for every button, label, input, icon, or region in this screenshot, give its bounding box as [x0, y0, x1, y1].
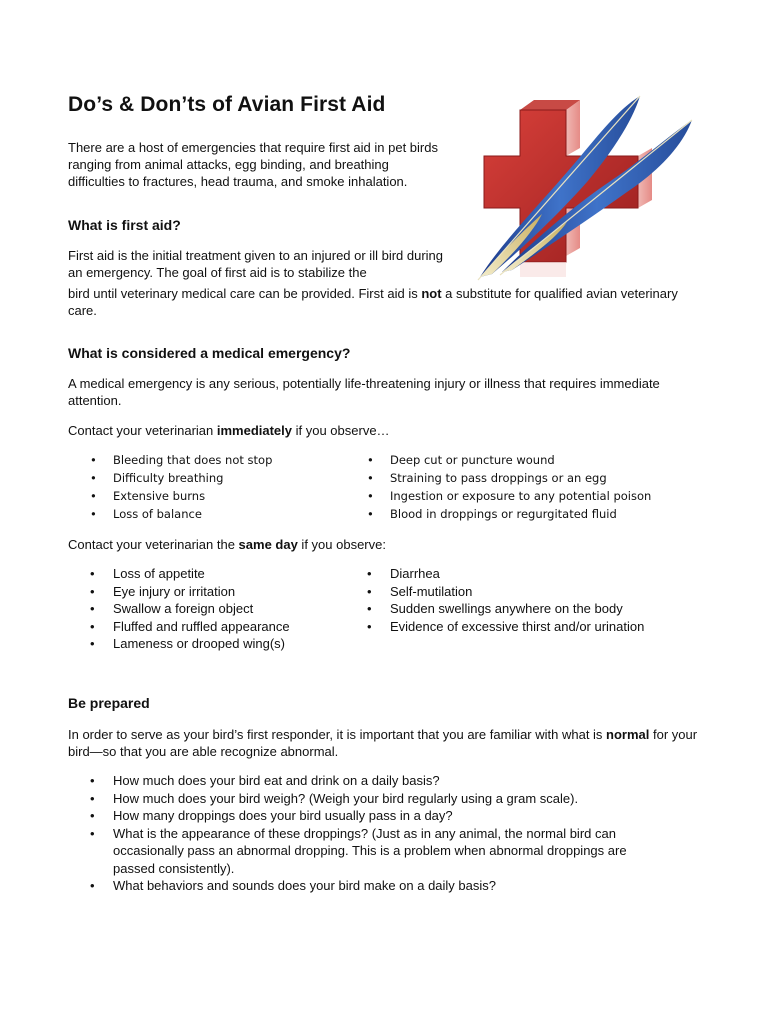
first-aid-paragraph-part1: First aid is the initial treatment given to an injured or ill bird during an emergency. The goal of first aid is to stabilize the	[68, 248, 444, 280]
list-item: • Difficulty breathing	[90, 469, 350, 487]
intro-paragraph: There are a host of emergencies that require first aid in pet birds ranging from animal attacks, egg binding, and breathing difficulties to fractures, head trauma, and smoke inhalation.	[68, 140, 438, 189]
list-item: • How much does your bird weigh? (Weigh your bird regularly using a gram scale).	[90, 790, 670, 808]
list-item: • Self-mutilation	[367, 583, 667, 601]
list-item: • Bleeding that does not stop	[90, 451, 350, 469]
list-item: • What is the appearance of these droppings? (Just as in any animal, the normal bird can occasionally pass an abnormal dropping. This is a problem when abnormal droppings are passed consistently).	[90, 825, 670, 878]
list-item: • Diarrhea	[367, 565, 667, 583]
same-day-list-right	[367, 565, 667, 635]
list-item: • Sudden swellings anywhere on the body	[367, 600, 667, 618]
immediately-lead: Contact your veterinarian immediately if you observe…	[68, 423, 390, 438]
be-prepared-questions	[90, 772, 670, 895]
first-aid-paragraph-part2: bird until veterinary medical care can be provided. First aid is not a substitute for qualified avian veterinary care.	[68, 286, 678, 318]
list-item: • Deep cut or puncture wound	[367, 451, 687, 469]
red-cross-feathers-illustration	[462, 92, 698, 284]
emergency-paragraph: A medical emergency is any serious, potentially life-threatening injury or illness that requires immediate attention.	[68, 376, 660, 408]
list-item: • Swallow a foreign object	[90, 600, 355, 618]
immediate-list-left	[90, 451, 350, 523]
same-day-lead: Contact your veterinarian the same day if you observe:	[68, 537, 386, 552]
list-item: • Loss of balance	[90, 505, 350, 523]
immediate-list-right	[367, 451, 687, 523]
list-item: • How many droppings does your bird usually pass in a day?	[90, 807, 670, 825]
heading-medical-emergency: What is considered a medical emergency?	[68, 345, 351, 361]
list-item: • Blood in droppings or regurgitated fluid	[367, 505, 687, 523]
list-item: • Eye injury or irritation	[90, 583, 355, 601]
list-item: • Straining to pass droppings or an egg	[367, 469, 687, 487]
list-item: • What behaviors and sounds does your bird make on a daily basis?	[90, 877, 670, 895]
list-item: • Fluffed and ruffled appearance	[90, 618, 355, 636]
list-item: • How much does your bird eat and drink on a daily basis?	[90, 772, 670, 790]
list-item: • Extensive burns	[90, 487, 350, 505]
list-item: • Loss of appetite	[90, 565, 355, 583]
list-item: • Evidence of excessive thirst and/or urination	[367, 618, 667, 636]
list-item: • Lameness or drooped wing(s)	[90, 635, 355, 653]
be-prepared-paragraph: In order to serve as your bird’s first responder, it is important that you are familiar with what is normal for your bird—so that you are able recognize abnormal.	[68, 727, 698, 759]
list-item: • Ingestion or exposure to any potential poison	[367, 487, 687, 505]
heading-what-is-first-aid: What is first aid?	[68, 217, 181, 233]
page-title: Do’s & Don’ts of Avian First Aid	[68, 93, 386, 116]
same-day-list-left	[90, 565, 355, 653]
heading-be-prepared: Be prepared	[68, 695, 150, 711]
